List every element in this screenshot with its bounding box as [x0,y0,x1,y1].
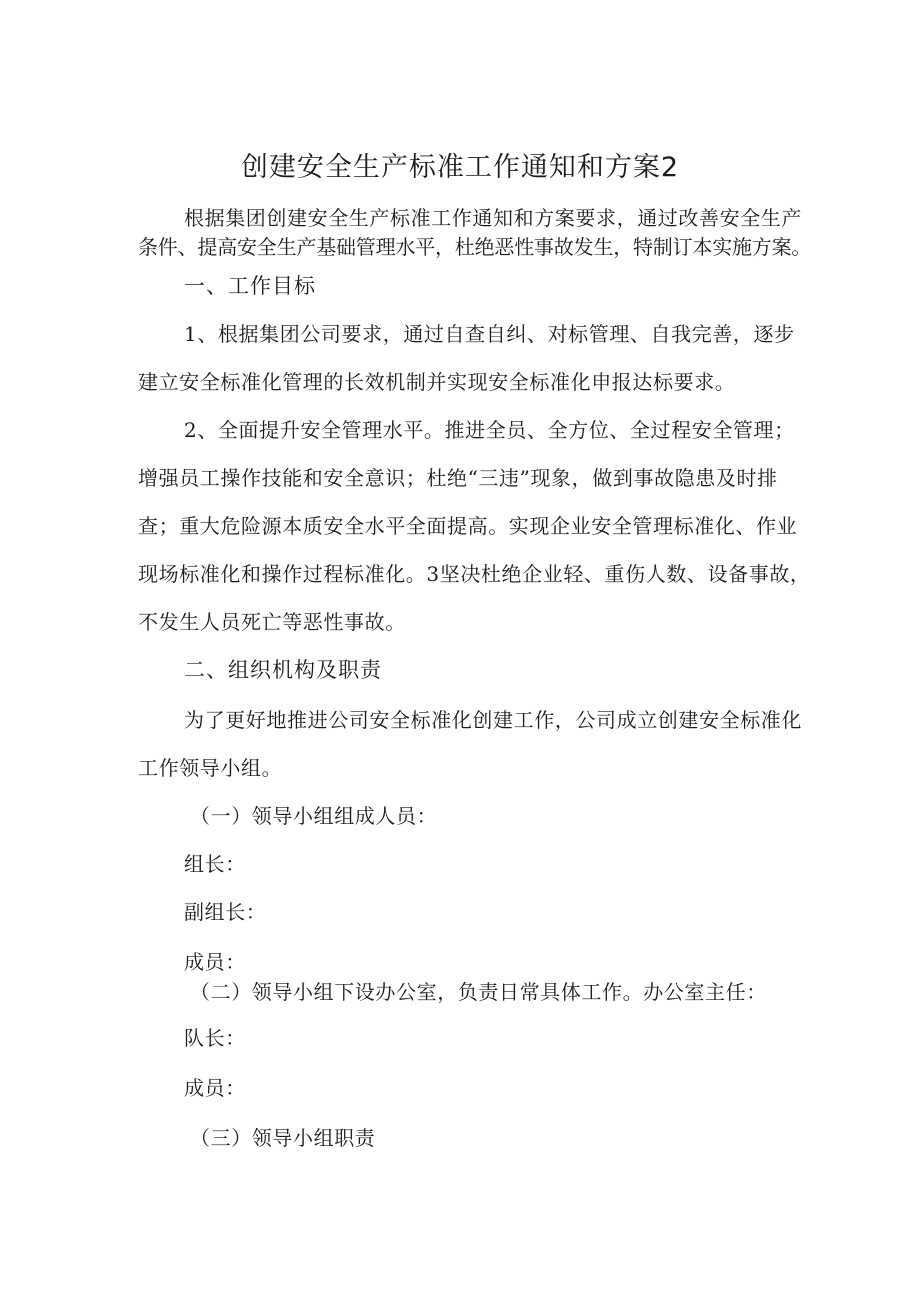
goal-2-line-2: 增强员工操作技能和安全意识；杜绝“三违”现象，做到事故隐患及时排 [138,466,778,490]
deputy-leader-label: 副组长： [184,900,267,924]
goal-1-line-2: 建立安全标准化管理的长效机制并实现安全标准化申报达标要求。 [138,370,736,394]
goal-2-line-1: 2、全面提升安全管理水平。推进全员、全方位、全过程安全管理； [184,418,795,442]
subsection-office: （二）领导小组下设办公室，负责日常具体工作。办公室主任： [190,980,767,1004]
captain-label: 队长： [184,1026,246,1050]
goal-2-line-3: 查；重大危险源本质安全水平全面提高。实现企业安全管理标准化、作业 [138,514,798,538]
goal-1-line-1: 1、根据集团公司要求，通过自查自纠、对标管理、自我完善，逐步 [184,322,795,346]
organization-intro-line-1: 为了更好地推进公司安全标准化创建工作，公司成立创建安全标准化 [184,708,802,732]
members-label: 成员： [184,950,246,974]
office-members-label: 成员： [184,1076,246,1100]
section-heading-organization: 二、组织机构及职责 [184,658,382,682]
section-heading-goals: 一、工作目标 [184,274,316,298]
document-title: 创建安全生产标准工作通知和方案2 [240,152,680,183]
leader-label: 组长： [184,852,246,876]
intro-line-1: 根据集团创建安全生产标准工作通知和方案要求，通过改善安全生产 [184,206,802,230]
organization-intro-line-2: 工作领导小组。 [138,756,283,780]
intro-line-2: 条件、提高安全生产基础管理水平，杜绝恶性事故发生，特制订本实施方案。 [138,235,812,259]
subsection-duties: （三）领导小组职责 [190,1126,376,1150]
subsection-leading-group-members: （一）领导小组组成人员： [190,804,438,828]
goal-2-line-4: 现场标准化和操作过程标准化。3坚决杜绝企业轻、重伤人数、设备事故， [138,562,811,586]
goal-2-line-5: 不发生人员死亡等恶性事故。 [138,610,406,634]
